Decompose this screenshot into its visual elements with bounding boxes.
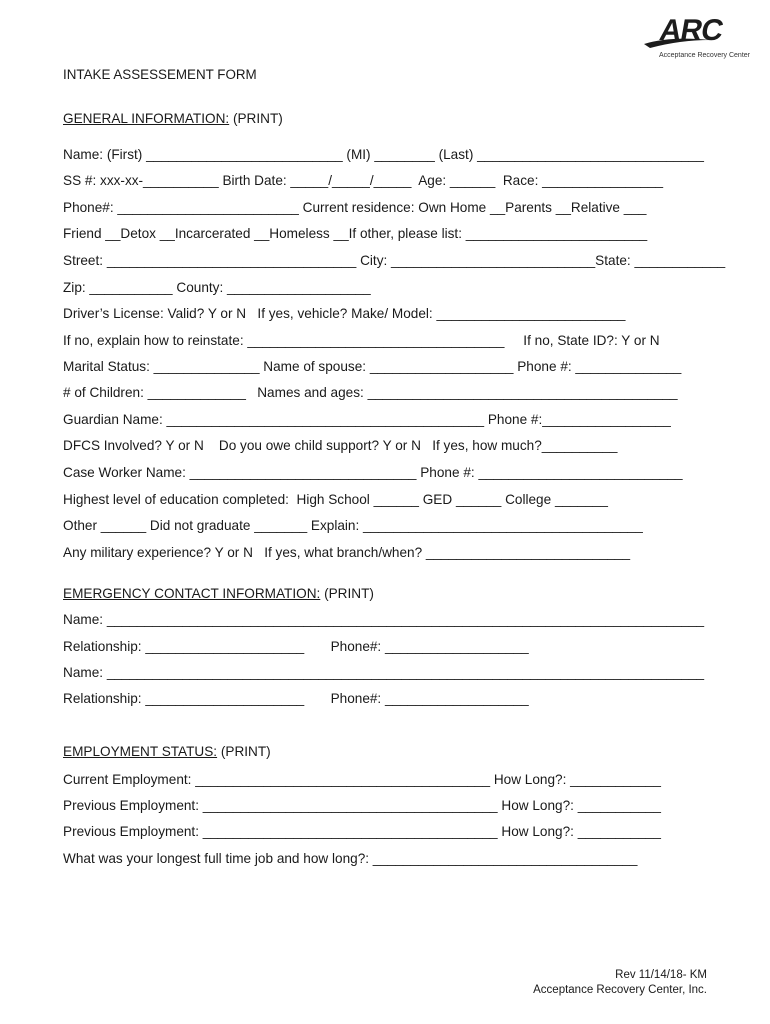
emergency-relationship-1[interactable]: Relationship: _____________________ Phone#: ___________________ [63, 639, 529, 654]
footer-rev: Rev 11/14/18- KM [615, 969, 707, 981]
previous-employment-line-1[interactable]: Previous Employment: _______________________________________ How Long?: ___________ [63, 798, 661, 813]
logo-tagline: Acceptance Recovery Center [658, 52, 750, 59]
guardian-line[interactable]: Guardian Name: __________________________________________ Phone #:_________________ [63, 412, 671, 427]
ssn-birthdate-line[interactable]: SS #: xxx-xx-__________ Birth Date: _____/_____/_____ Age: ______ Race: ________________ [63, 173, 664, 188]
drivers-license-line[interactable]: Driver’s License: Valid? Y or N If yes, vehicle? Make/ Model: _________________________ [63, 306, 626, 321]
general-heading-text: GENERAL INFORMATION: [63, 111, 230, 126]
phone-residence-line[interactable]: Phone#: ________________________ Current residence: Own Home __Parents __Relative ___ [63, 200, 647, 215]
emergency-heading-text: EMERGENCY CONTACT INFORMATION: [63, 586, 321, 601]
current-employment-line[interactable]: Current Employment: _______________________________________ How Long?: ____________ [63, 772, 661, 787]
general-heading [63, 110, 283, 128]
residence-options-line[interactable]: Friend __Detox __Incarcerated __Homeless __If other, please list: ________________________ [63, 226, 648, 241]
case-worker-line[interactable]: Case Worker Name: ______________________________ Phone #: ___________________________ [63, 465, 683, 480]
longest-job-line[interactable]: What was your longest full time job and how long?: ___________________________________ [63, 851, 638, 866]
education-other-line[interactable]: Other ______ Did not graduate _______ Explain: _____________________________________ [63, 518, 643, 533]
education-line[interactable]: Highest level of education completed: High School ______ GED ______ College _______ [63, 492, 608, 507]
zip-county-line[interactable]: Zip: ___________ County: ___________________ [63, 280, 371, 295]
logo-text: ARC [657, 14, 725, 47]
reinstate-line[interactable]: If no, explain how to reinstate: __________________________________ If no, State ID?: Y or N [63, 333, 660, 348]
emergency-relationship-2[interactable]: Relationship: _____________________ Phone#: ___________________ [63, 691, 529, 706]
children-line[interactable]: # of Children: _____________ Names and ages: _________________________________________ [63, 385, 678, 400]
footer-org: Acceptance Recovery Center, Inc. [533, 984, 707, 996]
employment-heading-suffix: (PRINT) [217, 744, 271, 759]
employment-heading-text: EMPLOYMENT STATUS: [63, 744, 218, 759]
emergency-heading-suffix: (PRINT) [320, 586, 374, 601]
dfcs-line[interactable]: DFCS Involved? Y or N Do you owe child support? Y or N If yes, how much?__________ [63, 438, 618, 453]
street-city-state-line[interactable]: Street: _________________________________ City: ___________________________State: ____________ [63, 253, 726, 268]
arc-logo [640, 14, 748, 64]
form-title: INTAKE ASSESSEMENT FORM [63, 67, 257, 82]
emergency-heading [63, 585, 374, 603]
previous-employment-line-2[interactable]: Previous Employment: _______________________________________ How Long?: ___________ [63, 824, 661, 839]
general-heading-suffix: (PRINT) [229, 111, 283, 126]
marital-status-line[interactable]: Marital Status: ______________ Name of spouse: ___________________ Phone #: ______________ [63, 359, 682, 374]
emergency-name-2[interactable]: Name: _______________________________________________________________________________ [63, 665, 705, 680]
employment-heading [63, 743, 271, 761]
military-line[interactable]: Any military experience? Y or N If yes, what branch/when? ___________________________ [63, 545, 631, 560]
name-line[interactable]: Name: (First) __________________________ (MI) ________ (Last) ______________________________ [63, 147, 704, 162]
emergency-name-1[interactable]: Name: _______________________________________________________________________________ [63, 612, 705, 627]
